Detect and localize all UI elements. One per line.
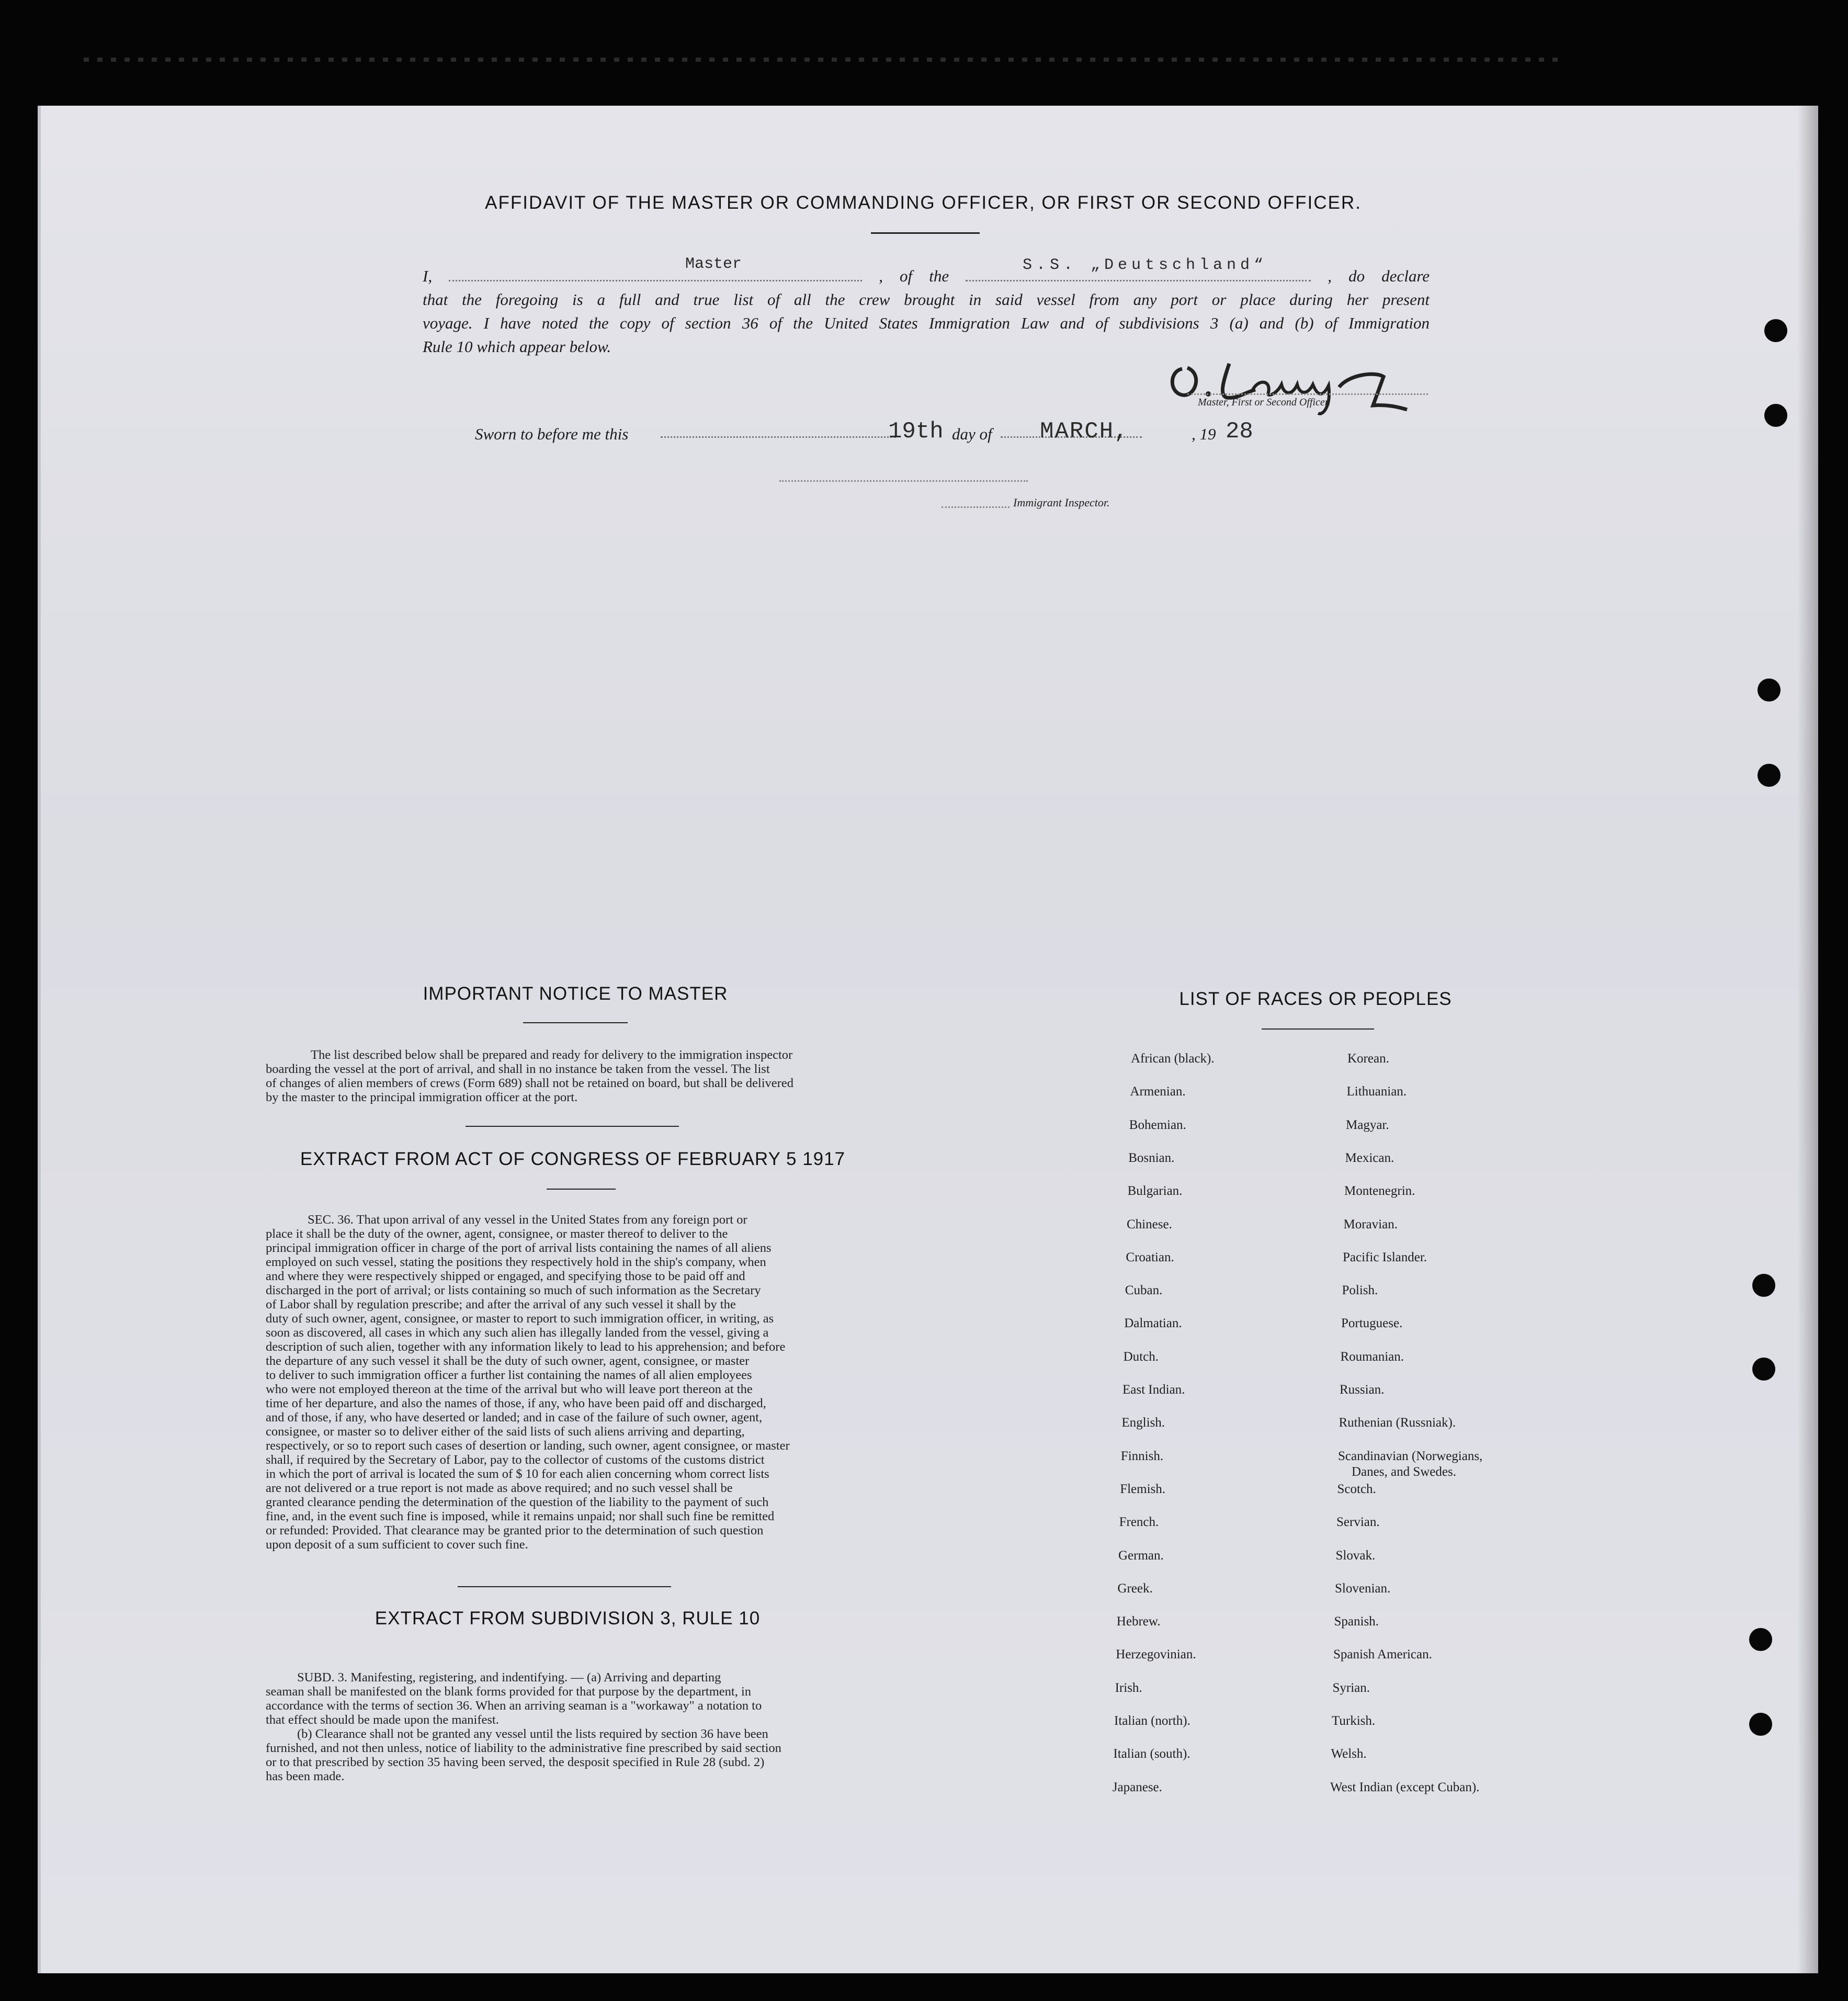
race-item: Italian (south). — [1113, 1747, 1191, 1761]
rule-extract-title: EXTRACT FROM SUBDIVISION 3, RULE 10 — [375, 1608, 761, 1629]
act-line: duty of such owner, agent, consignee, or master to report to such immigration officer, in writing, as — [266, 1312, 774, 1326]
race-item: French. — [1119, 1515, 1159, 1530]
act-line: SEC. 36. That upon arrival of any vessel in the United States from any foreign port or — [308, 1213, 747, 1227]
notice-line: of changes of alien members of crews (Form 689) shall not be retained on board, but shall be delivered — [266, 1076, 793, 1090]
affidavit-of-the: , of the — [879, 267, 949, 285]
punch-hole — [1749, 1713, 1772, 1736]
races-title: LIST OF RACES OR PEOPLES — [1179, 989, 1452, 1009]
race-item: Pacific Islander. — [1343, 1250, 1427, 1264]
affidavit-i: I, — [423, 267, 433, 285]
signature-line — [1187, 393, 1428, 395]
act-extract-paragraph — [266, 1213, 879, 1552]
race-item: Bulgarian. — [1127, 1184, 1183, 1199]
act-line: employed on such vessel, stating the positions they respectively hold in the ship's company, when — [266, 1255, 766, 1269]
act-line: discharged in the port of arrival; or lists containing so much of such information as the Secretary — [266, 1283, 761, 1297]
vessel-name-field — [966, 280, 1311, 281]
race-item: Bohemian. — [1129, 1117, 1186, 1132]
race-item: Korean. — [1347, 1052, 1389, 1066]
affidavit-line-2: that the foregoing is a full and true list of all the crew brought in said vessel from any port or place during her present — [423, 290, 1430, 309]
race-item: Turkish. — [1332, 1714, 1376, 1728]
rule-line: that effect should be made upon the manifest. — [266, 1713, 499, 1727]
affidavit-line-4: Rule 10 which appear below. — [423, 337, 611, 356]
race-item: Finnish. — [1120, 1449, 1164, 1463]
race-item: African (black). — [1131, 1052, 1215, 1066]
race-item: German. — [1118, 1548, 1164, 1563]
act-line: time of her departure, and also the names of those, if any, who have been paid off and discharged, — [266, 1396, 766, 1410]
affidavit-title: AFFIDAVIT OF THE MASTER OR COMMANDING OFFICER, OR FIRST OR SECOND OFFICER. — [485, 193, 1362, 213]
inspector-caption: Immigrant Inspector. — [1013, 496, 1110, 509]
act-line: of Labor shall by regulation prescribe; and after the arrival of any such vessel it shall by the — [266, 1297, 736, 1312]
race-item: Irish. — [1115, 1680, 1142, 1695]
affidavit-title-rule — [871, 232, 980, 234]
punch-hole — [1749, 1628, 1772, 1651]
race-item: Servian. — [1336, 1515, 1380, 1530]
sworn-line — [475, 419, 1260, 448]
race-item: Dutch. — [1123, 1349, 1159, 1364]
race-item: Moravian. — [1343, 1217, 1398, 1231]
notice-line: The list described below shall be prepared and ready for delivery to the immigration inspector — [311, 1048, 793, 1062]
race-item: Hebrew. — [1116, 1614, 1161, 1629]
notice-title: IMPORTANT NOTICE TO MASTER — [423, 983, 728, 1004]
page-edge-shadow — [1797, 106, 1818, 1973]
top-edge-marks — [84, 58, 1559, 62]
race-item: Herzegovinian. — [1116, 1647, 1196, 1662]
act-line: or refunded: Provided. That clearance may be granted prior to the determination of such question — [266, 1523, 764, 1538]
race-item: Dalmatian. — [1124, 1316, 1182, 1331]
race-item: West Indian (except Cuban). — [1330, 1780, 1480, 1794]
race-item: Japanese. — [1112, 1780, 1162, 1794]
signature-caption: Master, First or Second Officer. — [1198, 397, 1331, 408]
act-line: in which the port of arrival is located the sum of $ 10 for each alien concerning whom correct lists — [266, 1467, 769, 1481]
race-item: Chinese. — [1127, 1217, 1172, 1231]
race-item: Scotch. — [1337, 1482, 1376, 1496]
race-item: Magyar. — [1346, 1117, 1389, 1132]
act-divider — [458, 1586, 671, 1587]
inspector-line-2 — [942, 506, 1010, 508]
master-typed-value: Master — [685, 255, 742, 273]
punch-hole — [1764, 319, 1787, 342]
race-item: Polish. — [1342, 1283, 1378, 1298]
race-item: Cuban. — [1125, 1283, 1163, 1298]
punch-hole — [1752, 1274, 1775, 1297]
rule-line: accordance with the terms of section 36. When an arriving seaman is a "workaway" a notation to — [266, 1699, 762, 1713]
rule-line: SUBD. 3. Manifesting, registering, and indentifying. — (a) Arriving and departing — [297, 1670, 721, 1685]
rule-line: furnished, and not then unless, notice of liability to the administrative fine prescribed by said section — [266, 1741, 781, 1755]
race-item: Slovak. — [1335, 1548, 1376, 1563]
affidavit-do-declare: , do declare — [1328, 267, 1430, 285]
race-item: Roumanian. — [1340, 1349, 1404, 1364]
act-line: who were not employed thereon at the time of the arrival but who will leave port thereon at the — [266, 1382, 753, 1396]
race-item: East Indian. — [1123, 1383, 1185, 1397]
act-line: and where they were respectively shipped or engaged, and specifying those to be paid off and — [266, 1269, 745, 1283]
rule-line: or to that prescribed by section 35 having been served, the desposit specified in Rule 28 (subd. 2) — [266, 1755, 765, 1769]
act-line: to deliver to such immigration officer a further list containing the names of all alien employees — [266, 1368, 752, 1382]
sworn-day-value: 19th — [888, 419, 944, 445]
races-title-rule — [1262, 1028, 1374, 1030]
act-extract-title-rule — [547, 1189, 616, 1190]
notice-title-rule — [523, 1022, 628, 1023]
race-item: Mexican. — [1345, 1150, 1394, 1165]
race-item: Spanish. — [1334, 1614, 1379, 1629]
act-line: upon deposit of a sum sufficient to cover such fine. — [266, 1538, 528, 1552]
affidavit-line-1 — [423, 265, 1430, 287]
notice-line: boarding the vessel at the port of arrival, and shall in no instance be taken from the vessel. The list — [266, 1062, 770, 1076]
act-line: are not delivered or a true report is not made as above required; and no such vessel shall be — [266, 1481, 733, 1495]
vessel-typed-value: S.S. „Deutschland“ — [1023, 256, 1268, 274]
act-line: granted clearance pending the determination of the question of the liability to the payment of such — [266, 1495, 769, 1509]
affidavit-line-3: voyage. I have noted the copy of section 36 of the United States Immigration Law and of subdivisions 3 (a) and (b) of Immigration — [423, 314, 1430, 332]
rule-line: has been made. — [266, 1769, 345, 1783]
race-item: Montenegrin. — [1344, 1184, 1415, 1199]
race-item: Syrian. — [1332, 1680, 1370, 1695]
act-line: and of those, if any, who have deserted or landed; and in case of the failure of such owner, agent, — [266, 1410, 763, 1425]
notice-divider — [466, 1126, 679, 1127]
sworn-year-value: 28 — [1226, 419, 1253, 445]
notice-paragraph — [266, 1048, 879, 1104]
race-item: Bosnian. — [1128, 1150, 1175, 1165]
sworn-month-value: MARCH, — [1040, 419, 1129, 445]
race-item: Lithuanian. — [1346, 1084, 1407, 1099]
rule-line: seaman shall be manifested on the blank forms provided for that purpose by the department, in — [266, 1685, 752, 1699]
race-item: Armenian. — [1130, 1084, 1186, 1099]
act-line: principal immigration officer in charge of the port of arrival lists containing the names of all aliens — [266, 1241, 772, 1255]
race-item: Spanish American. — [1333, 1647, 1432, 1662]
master-name-field — [449, 280, 862, 281]
punch-hole — [1758, 679, 1781, 702]
race-item: Portuguese. — [1341, 1316, 1403, 1331]
punch-hole — [1764, 404, 1787, 427]
race-item: English. — [1121, 1416, 1165, 1430]
notice-line: by the master to the principal immigration officer at the port. — [266, 1090, 578, 1104]
punch-hole — [1758, 764, 1781, 787]
race-item: Croatian. — [1126, 1250, 1174, 1264]
punch-hole — [1752, 1358, 1775, 1381]
act-line: consignee, or master so to deliver either of the said lists of such aliens arriving and departing, — [266, 1425, 745, 1439]
race-item: Scandinavian (Norwegians, — [1338, 1449, 1483, 1463]
act-line: respectively, or so to report such cases of desertion or landing, such owner, agent consignee, or master — [266, 1439, 790, 1453]
act-line: description of such alien, together with any information likely to lead to his apprehension; and before — [266, 1340, 786, 1354]
inspector-line — [779, 480, 1028, 482]
act-line: soon as discovered, all cases in which any such alien has illegally landed from the vessel, giving a — [266, 1326, 769, 1340]
race-item: Ruthenian (Russniak). — [1339, 1416, 1456, 1430]
rule-line: (b) Clearance shall not be granted any vessel until the lists required by section 36 have been — [297, 1727, 768, 1741]
act-line: the departure of any such vessel it shall be the duty of such owner, agent, consignee, or master — [266, 1354, 750, 1368]
act-extract-title: EXTRACT FROM ACT OF CONGRESS OF FEBRUARY 5 1917 — [300, 1149, 846, 1169]
rule-extract-paragraph — [266, 1670, 879, 1783]
sworn-day-field — [661, 436, 896, 438]
sworn-prefix: Sworn to before me this — [475, 425, 629, 443]
race-item: Greek. — [1117, 1581, 1153, 1596]
sworn-year-prefix: , 19 — [1192, 425, 1216, 443]
act-line: place it shall be the duty of the owner, agent, consignee, or master thereof to deliver to the — [266, 1227, 728, 1241]
act-line: fine, and, in the event such fine is imposed, while it remains unpaid; nor shall such fine be remitted — [266, 1509, 775, 1523]
master-signature — [1166, 348, 1418, 426]
race-item: Russian. — [1340, 1383, 1385, 1397]
race-item: Welsh. — [1331, 1747, 1367, 1761]
race-item: Danes, and Swedes. — [1352, 1465, 1456, 1479]
race-item: Italian (north). — [1114, 1714, 1191, 1728]
race-item: Slovenian. — [1335, 1581, 1391, 1596]
race-item: Flemish. — [1120, 1482, 1166, 1496]
sworn-day-of: day of — [952, 425, 992, 443]
act-line: shall, if required by the Secretary of Labor, pay to the collector of customs of the customs district — [266, 1453, 765, 1467]
